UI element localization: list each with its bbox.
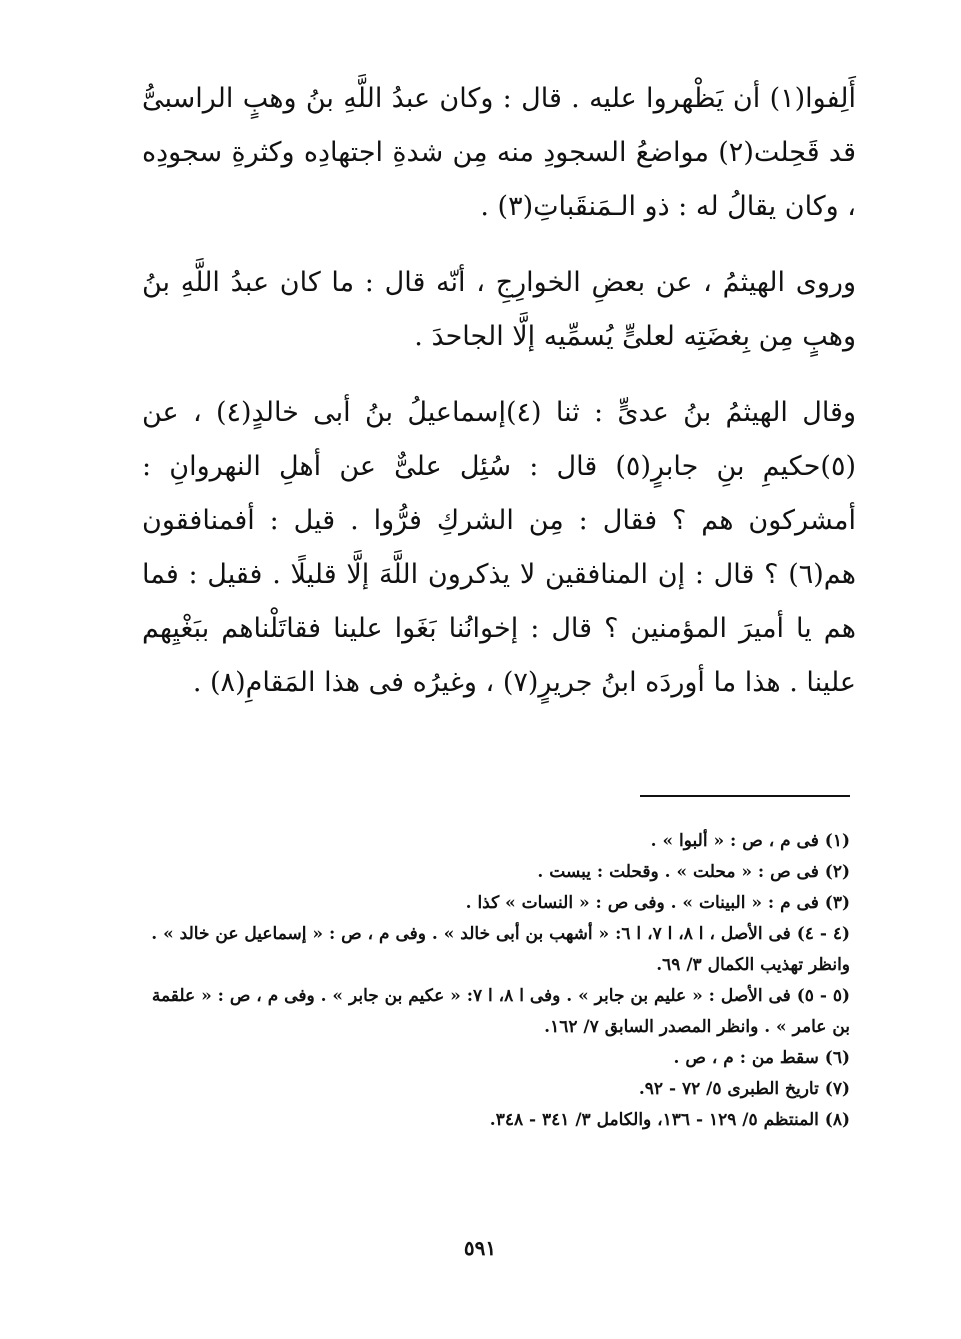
footnote-8: (٨) المنتظم ٥/ ١٢٩ - ١٣٦، والكامل ٣/ ٣٤١ - ٣٤٨. xyxy=(489,1110,850,1130)
footnotes xyxy=(130,826,850,1136)
paragraph-1: أَلِفوا(١) أن يَظْهروا عليه . قال : وكان عبدُ اللَّهِ بنُ وهبٍ الراسبىُّ قد قَحِلت(٢) مواضعُ السجودِ منه مِن شدةِ اجتهادِه وكثرةِ سجودِه ، وكان يقالُ له : ذو الـمَنقَباتِ(٣) . xyxy=(142,83,857,222)
page-number: ٥٩١ xyxy=(463,1236,497,1260)
footnote-4: (٤ - ٤) فى الأصل ، ا ٨، ا ٧، ا ٦: « أشهب بن أبى خالد » . وفى م ، ص : « إسماعيل عن خالد » . وانظر تهذيب الكمال ٣/ ٦٩. xyxy=(151,924,850,975)
footnote-3: (٣) فى م : « البينات » . وفى ص : « النسات » كذا . xyxy=(465,893,850,913)
footnote-7: (٧) تاريخ الطبرى ٥/ ٧٢ - ٩٢. xyxy=(638,1079,850,1099)
footnote-2: (٢) فى ص : « محلت » . وقحلت : يبست . xyxy=(537,862,850,882)
footnote-1: (١) فى م ، ص : « ألبوا » . xyxy=(650,831,850,851)
paragraph-2: وروى الهيثمُ ، عن بعضِ الخوارِجِ ، أنّه قال : ما كان عبدُ اللَّهِ بنُ وهبٍ مِن بِغضَتِه لعلىٍّ يُسمِّيه إلَّا الجاحدَ . xyxy=(142,267,856,352)
footnote-6: (٦) سقط من : م ، ص . xyxy=(673,1048,850,1068)
paragraph-3: وقال الهيثمُ بنُ عدىٍّ : ثنا (٤)إسماعيلُ بنُ أبى خالدٍ(٤) ، عن (٥)حكيمِ بنِ جابرٍ(٥) قال : سُئِل علىٌّ عن أهلِ النهروانِ : أمشركون هم ؟ فقال : مِن الشركِ فرُّوا . قيل : أفمنافقون هم(٦) ؟ قال : إن المنافقين لا يذكرون اللَّهَ إلَّا قليلًا . فقيل : فما هم يا أميرَ المؤمنين ؟ قال : إخوانُنا بَغَوا علينا فقاتَلْناهم ببَغْيِهم علينا . هذا ما أوردَه ابنُ جريرٍ(٧) ، وغيرُه فى هذا المَقامِ(٨) . xyxy=(142,397,857,698)
footnote-separator xyxy=(640,795,850,797)
main-text xyxy=(142,72,856,710)
footnote-5: (٥ - ٥) فى الأصل : « عليم بن جابر » . وفى ا ٨، ا ٧: « عكيم بن جابر » . وفى م ، ص : « علقمة بن عامر » . وانظر المصدر السابق ٧/ ١٦٢. xyxy=(151,986,850,1037)
